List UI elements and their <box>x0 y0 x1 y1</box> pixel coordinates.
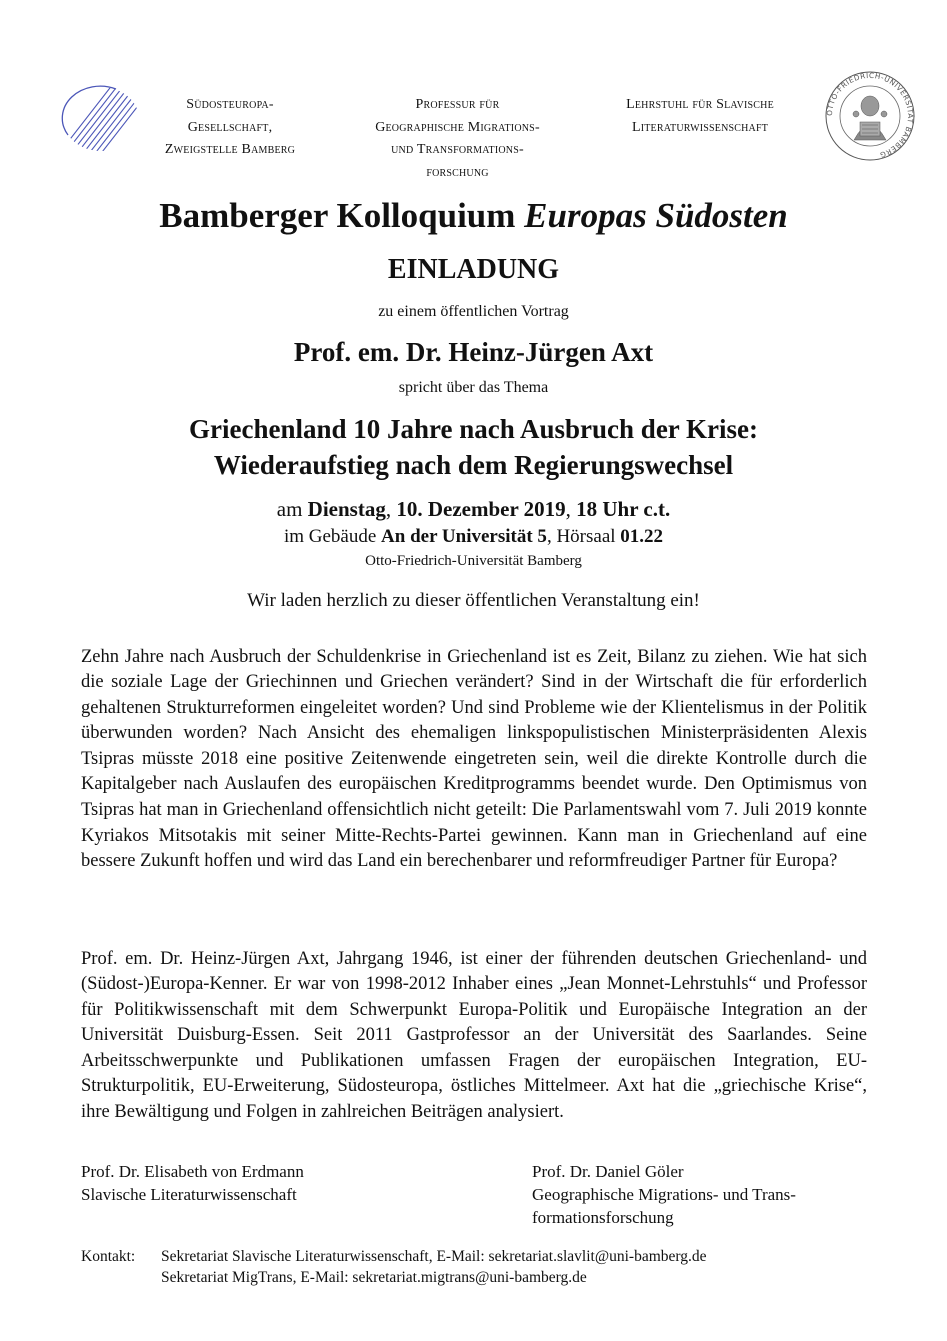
signature-erdmann: Prof. Dr. Elisabeth von Erdmann Slavische Literaturwissenschaft <box>81 1162 304 1204</box>
topic-line-2: Wiederaufstieg nach dem Regierungswechsel <box>213 450 734 480</box>
signature-goeler: Prof. Dr. Daniel Göler Geographische Migrations- und Trans- formationsforschung <box>532 1162 796 1227</box>
contact-slavlit: Sekretariat Slavische Literaturwissenschaft, E-Mail: sekretariat.slavlit@uni-bamberg.de <box>161 1248 707 1265</box>
welcome-line: Wir laden herzlich zu dieser öffentlichen Veranstaltung ein! <box>247 590 700 611</box>
event-date: am Dienstag, 10. Dezember 2019, 18 Uhr c.t. <box>276 497 671 521</box>
speaker-subtitle: spricht über das Thema <box>398 379 549 396</box>
university-seal-logo <box>824 70 916 162</box>
header-geography-professorship: Professur für Geographische Migrations- und Transformations- forschung <box>375 97 540 180</box>
event-location: im Gebäude An der Universität 5, Hörsaal 01.22 <box>283 526 664 547</box>
invitation-heading: EINLADUNG <box>387 254 560 285</box>
speaker-name: Prof. em. Dr. Heinz-Jürgen Axt <box>293 337 654 367</box>
speaker-bio-paragraph: Prof. em. Dr. Heinz-Jürgen Axt, Jahrgang 1946, ist einer der führenden deutschen Griechenland- und (Südost-)Europa-Kenner. Er war von 1998-2012 Inhaber eines „Jean Monnet-Lehrstuhls“ und Professor für Politikwissenschaft mit dem Schwerpunkt Europa-Politik und Europäische Integration an der Universität Duisburg-Essen. Seit 2011 Gastprofessor an der Universität des Saarlandes. Seine Arbeitsschwerpunkte und Publikationen umfassen Fragen der europäischen Integration, EU-Strukturpolitik, EU-Erweiterung, Südosteuropa, östliches Mittelmeer. Axt hat die „griechische Krise“, ihre Bewältigung und Folgen in zahlreichen Beiträgen analysiert. <box>81 948 867 1123</box>
topic-line-1: Griechenland 10 Jahre nach Ausbruch der Krise: <box>188 414 759 444</box>
header-slavic-literature-chair: Lehrstuhl für Slavische Literaturwissenschaft <box>626 97 774 135</box>
contact-label: Kontakt: <box>81 1248 136 1265</box>
contact-migtrans: Sekretariat MigTrans, E-Mail: sekretariat.migtrans@uni-bamberg.de <box>161 1269 587 1286</box>
header-southeast-europe-society: Südosteuropa- Gesellschaft, Zweigstelle Bamberg <box>164 97 296 157</box>
abstract-paragraph: Zehn Jahre nach Ausbruch der Schuldenkrise in Griechenland ist es Zeit, Bilanz zu ziehen. Wie hat sich die soziale Lage der Griechinnen und Griechen verändert? Sind in der Wirtschaft die für erforderlich gehaltenen Strukturreformen eingeleitet worden? Und sind Probleme wie der Klientelismus in der Politik überwunden worden? Nach Ansicht des ehemaligen linkspopulistischen Ministerpräsidenten Alexis Tsipras müsste 2018 eine positive Zeitenwende eingetreten sein, weil die direkte Kontrolle durch die Kapitalgeber nach Auslaufen des europäischen Kreditprogramms beendet wurde. Den Optimismus von Tsipras hat man in Griechenland offensichtlich nicht geteilt: Die Parlamentswahl vom 7. Juli 2019 konnte Kyriakos Mitsotakis mit seiner Mitte-Rechts-Partei gewinnen. Kann man in Griechenland auf eine bessere Zukunft hoffen und wird das Land ein berechenbarer und reformfreudiger Partner für Europa? <box>81 646 867 872</box>
invitation-subtitle: zu einem öffentlichen Vortrag <box>378 303 569 320</box>
letterhead <box>0 0 947 190</box>
colloquium-title: Bamberger Kolloquium Europas Südosten <box>159 196 788 235</box>
svg-text:OTTO-FRIEDRICH-UNIVERSITÄT BAM: OTTO-FRIEDRICH-UNIVERSITÄT BAMBERG <box>824 70 916 160</box>
contact-lines <box>161 1246 707 1288</box>
university-name: Otto-Friedrich-Universität Bamberg <box>365 553 582 569</box>
